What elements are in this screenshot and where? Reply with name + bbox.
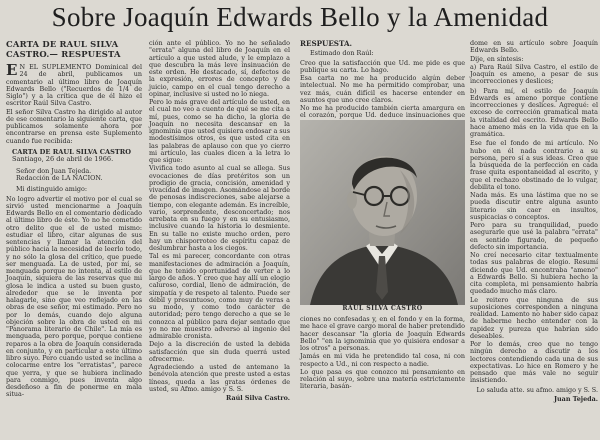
response-body: Le reitero que ninguna de sus suposiciones corresponden a ninguna realidad. Lamento no haber sido capaz de haberme hecho entender con la rapidez y pureza que habrían sido deseables. [470,295,598,340]
portrait-photo [300,120,465,305]
addressee: Señor don Juan Tejeda. Redacción de LA NACION. [16,166,103,182]
column-2 [149,40,290,438]
salutation: Mi distinguido amigo: [16,185,87,194]
column-4 [470,40,598,438]
dateline: CARTA DE RAUL SILVA CASTRO Santiago, 26 de abril de 1966. [12,147,131,164]
portrait-image [300,120,465,305]
drop-cap: E [6,61,18,79]
letter-body-continued: Dejo a la discreción de usted la debida satisfacción que sin duda querrá usted ofrecerme. [149,340,290,363]
response-body: Dije, en síntesis: [470,54,524,63]
response-salutation: Estimado don Raúl: [310,49,374,58]
letter-body-continued: Agradeciendo a usted de antemano la benévola atención que preste usted a estas líneas, queda a las gratas órdenes de usted, su Afmo. amigo y S. S. [149,363,290,393]
list-item: b) Para mí, el estilo de Joaquín Edwards es ameno porque contiene incorrecciones y deslices. Agregué: el exceso de corrección gramatical mata la vitalidad del escrito. Edwards Bello hace ameno más en la vida que en la gramática. [470,86,598,138]
letter-quote: Vivifica todo asunto al cual se allega. Sus evocaciones de días pretéritos son un prodigio de gracia, concisión, amenidad y vivacidad de imagen. Asomándose al borde de penosas indiscreciones, sabe alejarse a tiempo, con elegante ademán. Es increíble, vario, sorprendente, desconcertado; nos arrebata en su fuego y en su entusiasmo, inclusive cuando la historia lo desmiente. En su talle no existe mucho orden, pero hay un chisporroteo de espíritu capaz de deslumbrar hasta a los ciegos. [149,164,290,252]
kicker: CARTA DE RAUL SILVA CASTRO.— RESPUESTA [6,39,121,59]
response-body: Ese fue el fondo de mi artículo. No hubo en él nada contrario a su persona, pero sí a sus ideas. Creo que la búsqueda de la perfección en cada frase quita espontaneidad al escrito, y que el rechazo obstinado de lo vulgar, debilita el tono. [470,139,598,191]
response-heading: RESPUESTA. [300,39,353,48]
response-body: No me ha producido también cierta amargura en el corazón, porque Ud. deduce insinuaciones que [300,104,465,120]
response-body: dome en su artículo sobre Joaquín Edwards Bello. [470,39,598,55]
letter-body: No logro advertir el motivo por el cual se sirvió usted mencionarme a Joaquín Edwards Bello en el comentario dedicado al último libro de éste. Yo no he cometido otro delito que el de usted mismo: estudiar el libro, citar algunas de sus sentencias y llamar la atención del público hacia la necesidad de leerlo todo, y no sólo la glosa del crítico, que puede ser menguada. La de usted, por mí, se menguada porque no intenta, al estilo de Joaquín, siquiera de las reservas que mi glosa le indica a usted su buen gusto, alrededor que se le inventa por halagarle, sino que veo reflejado en las obras de ese señor, mi estimado. Pero no por lo demás, cuando dejo alguna objeción sobre la obra de usted en mi "Panorama literario de Chile". La mía es menguada, pero porque, porque contiene reparos a la obra de Joaquín considerada en conjunto, y en particular a este último libro suyo. Pero cuando usted se inclina a colocarme entre los "erratistas", parece que yerra, y que se hubiera inclinado para conmigo, pues inventa algo desdeñoso a fin de ponerme en mala situa- [6,194,142,399]
photo-caption: RAUL SILVA CASTRO [342,305,423,312]
column-3-bottom [300,316,465,438]
response-body: No creí necesario citar textualmente todas sus palabras de elogio. Resumí diciendo que Ud. encontraba "ameno" a Edwards Bello. Si hubiera hecho la cita completa, mi pensamiento habría quedado mucho más claro. [470,251,598,296]
letter-signature: Raúl Silva Castro. [226,394,290,402]
response-list [470,64,598,139]
column-1 [6,40,142,438]
response-body: Esa carta no me ha producido algún deber intelectual. No me ha permitido comprobar, una vez más, cuán difícil es hacerse entender en asuntos que uno cree claros. [300,74,465,104]
response-closing: Lo saluda atte. su afmo. amigo y S. S. [476,385,598,394]
column-3-top [300,40,465,120]
response-signature: Juan Tejeda. [554,394,598,403]
response-body: Nada más. Es una lástima que no se pueda discutir entre alguna asunto literario sin caer en insultos, suspicacias o conceptos. [470,191,598,221]
letter-body-continued: ción ante el público. Yo no he señalado "errata" alguna del libro de Joaquín en el artículo a que usted alude, y le emplazo a que descubra la más leve insinuación de este orden. He destacado, sí, defectos de la expresión, errores de concepto y de juicio, campo en el cual tengo derecho a opinar, inclusive si usted no lo niega. [149,39,290,98]
response-body: Jamás en mi vida he pretendido tal cosa, ni con respecto a Ud., ni con respecto a nadie. [300,352,465,368]
response-body: Creo que la satisfacción que Ud. me pide es que publique su carta. Lo hago. [300,58,465,74]
response-body: Pero para su tranquilidad, puedo asegurarle que usé la palabra "errata" en sentido figurado, de pequeño defecto sin importancia. [470,221,598,251]
letter-body-continued: Tal es mi parecer, concordante con otras manifestaciones de admiración a Joaquín, que he tenido oportunidad de verter a lo largo de años. Y creo que hay allí un elogio caluroso, cordial, lleno de admiración, de simpatía y de respeto al talento. Puede ser débil y presuntuoso, como muy de veras a su modo, y como todo carácter de autoridad; pero tengo derecho a que se le conozca al público para dejar sentado que yo no me muestro adverso al ingenio del admirable cronista. [149,252,290,340]
letter-body-continued: Pero lo más grave del artículo de usted, en el cual no veo a cuento de qué se me cita a mí, pues, como se ha dicho, la gloria de Joaquín no necesita descansar en la ignominia que usted quisiera endosar a sus modestísimos otros, es que usted cita en las palabras de aplauso con que yo cierro mi artículo, las cuales dicen a la letra lo que sigue: [149,98,290,164]
headline: Sobre Joaquín Edwards Bello y la Amenidad [51,2,549,32]
response-body: ciones no confesadas y, en el fondo y en la forma, me hace el grave cargo moral de haber pretendido hacer descansar "la gloria de Joaquín Edwards Bello" "en la ignominia que yo quisiera endosar a los otros" a personas. [300,315,465,352]
list-item: a) Para Raúl Silva Castro, el estilo de Joaquín es ameno, a pesar de sus incorrecciones y deslices; [470,62,598,86]
response-body: Por lo demás, creo que no tengo ningún derecho a discutir a los lectores contendiendo cada una de sus expectativas. Lo hice en Romero y he pensado que más vale no seguir insistiendo. [470,340,598,385]
response-body: Lo que pasa es que conozco mi pensamiento en relación al suyo, sobre una materia estrictamente literaria, basán- [300,367,465,391]
intro-paragraph-2: El señor Silva Castro ha dirigido al autor de ese comentario la siguiente carta, que publicamos solamente ahora por encontrarse en prensa este Suplemento cuando fue recibida: [6,107,142,145]
intro-paragraph: E N EL SUPLEMENTO Dominical del 24 de abril, publicamos un comentario al último libro de Joaquín Edwards Bello ("Recuerdos de 1/4 de Siglo") y a la crítica que de él hizo el escritor Raúl Silva Castro. [6,61,142,108]
